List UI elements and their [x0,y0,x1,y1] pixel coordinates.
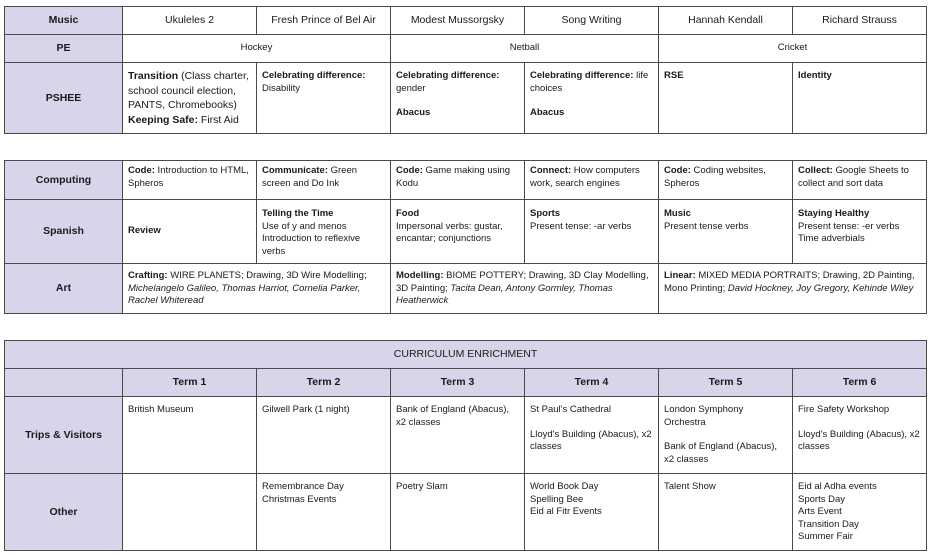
pshee-t3-text: gender [396,82,426,94]
music-term-3: Modest Mussorgsky [391,7,525,35]
pe-summer: Cricket [659,35,927,63]
pshee-t2-text: Disability [262,82,301,94]
trips-term-2 [257,397,391,474]
computing-t1-text: Introduction to HTML, Spheros [128,165,249,189]
pshee-t1-head: Transition [128,70,179,82]
music-term-6: Richard Strauss [793,7,927,35]
spanish-term-5 [659,200,793,264]
computing-t4-head: Connect: [530,165,572,176]
pe-row [5,35,927,63]
spanish-t6-text: Present tense: -er verbs Time adverbials [798,220,900,245]
term-header-1: Term 1 [123,369,257,397]
computing-t4-text: How computers work, search engines [530,165,640,189]
row-label-art: Art [5,264,123,314]
computing-term-4 [525,161,659,200]
row-label-computing: Computing [5,161,123,200]
row-label-music: Music [5,7,123,35]
trips-t5-a: London Symphony Orchestra [664,404,744,428]
other-term-1 [123,474,257,551]
computing-t3-head: Code: [396,165,423,176]
pshee-t4-extra: Abacus [530,107,565,119]
music-term-5: Hannah Kendall [659,7,793,35]
term-header-row [5,369,927,397]
term-header-5: Term 5 [659,369,793,397]
curriculum-table-middle [4,160,927,314]
pshee-term-2 [257,63,391,134]
enrichment-title-row [5,341,927,369]
spanish-t3-head: Food [396,208,420,219]
computing-term-3 [391,161,525,200]
spanish-t6-head: Staying Healthy [798,208,870,219]
pshee-row [5,63,927,134]
enrichment-title: CURRICULUM ENRICHMENT [5,341,927,369]
pshee-t1-text: (Class charter, school council election, PANTS, Chromebooks) [128,70,249,111]
pshee-t3-head: Celebrating difference: [396,70,500,81]
other-term-6: Eid al Adha events Sports Day Arts Event Transition Day Summer Fair [793,474,927,551]
art-autumn-text: WIRE PLANETS; Drawing, 3D Wire Modelling; [167,270,367,281]
pshee-term-3 [391,63,525,134]
spanish-term-4 [525,200,659,264]
art-autumn-artists: Michelangelo Galileo, Thomas Harriot, Cornelia Parker, Rachel Whiteread [128,282,361,307]
pshee-t2-head: Celebrating difference: [262,70,366,81]
term-header-6: Term 6 [793,369,927,397]
computing-term-6 [793,161,927,200]
pshee-t6-head: Identity [798,70,832,81]
trips-t4-b: Lloyd's Building (Abacus), x2 classes [530,428,652,453]
other-term-5: Talent Show [659,474,793,551]
art-summer-head: Linear: [664,270,696,281]
trips-t5-b: Bank of England (Abacus), x2 classes [664,441,778,465]
spanish-t4-text: Present tense: -ar verbs [530,220,632,232]
term-header-2: Term 2 [257,369,391,397]
pe-autumn: Hockey [123,35,391,63]
spanish-t2-text: Use of y and menos Introduction to reflexive verbs [262,220,361,257]
music-row [5,7,927,35]
computing-term-5 [659,161,793,200]
other-term-2: Remembrance Day Christmas Events [257,474,391,551]
trips-term-4 [525,397,659,474]
row-label-pshee: PSHEE [5,63,123,134]
trips-t4-a: St Paul's Cathedral [530,404,612,415]
art-spring-text: BIOME POTTERY; Drawing, 3D Clay Modelling, 3D Painting; [396,270,649,294]
art-autumn-head: Crafting: [128,270,168,281]
row-label-other: Other [5,474,123,551]
spanish-row [5,200,927,264]
spanish-t5-text: Present tense verbs [664,220,749,232]
trips-t2-a: Gilwell Park (1 night) [262,404,350,415]
trips-t6-a: Fire Safety Workshop [798,404,890,415]
pshee-term-1 [123,63,257,134]
computing-t2-head: Communicate: [262,165,328,176]
pe-spring: Netball [391,35,659,63]
spanish-term-2 [257,200,391,264]
row-label-spanish: Spanish [5,200,123,264]
spanish-term-3 [391,200,525,264]
art-spring-artists: Tacita Dean, Antony Gormley, Thomas Heatherwick [396,282,613,307]
art-autumn [123,264,391,314]
computing-t6-head: Collect: [798,165,833,176]
spanish-t2-head: Telling the Time [262,208,334,219]
pshee-t4-head: Celebrating difference: [530,70,634,81]
other-row [5,474,927,551]
trips-term-1 [123,397,257,474]
computing-t5-text: Coding websites, Spheros [664,165,766,189]
art-row [5,264,927,314]
trips-t6-b: Lloyd's Building (Abacus), x2 classes [798,428,920,453]
trips-term-5 [659,397,793,474]
trips-t1-a: British Museum [128,404,194,415]
spanish-term-6 [793,200,927,264]
pshee-term-5 [659,63,793,134]
computing-t6-text: Google Sheets to collect and sort data [798,165,909,189]
pshee-term-6 [793,63,927,134]
art-summer [659,264,927,314]
art-summer-artists: David Hockney, Joy Gregory, Kehinde Wiley [727,282,914,294]
spanish-term-1 [123,200,257,264]
trips-row [5,397,927,474]
music-term-1: Ukuleles 2 [123,7,257,35]
music-term-2: Fresh Prince of Bel Air [257,7,391,35]
art-spring-head: Modelling: [396,270,444,281]
art-summer-text: MIXED MEDIA PORTRAITS; Drawing, 2D Painting, Mono Printing; [664,270,915,294]
pshee-t1-head2: Keeping Safe: [128,113,199,126]
pshee-t5-head: RSE [664,70,684,81]
computing-t1-head: Code: [128,165,155,176]
art-spring [391,264,659,314]
row-label-pe: PE [5,35,123,63]
other-term-4: World Book Day Spelling Bee Eid al Fitr Events [525,474,659,551]
computing-t2-text: Green screen and Do Ink [262,165,358,189]
computing-t5-head: Code: [664,165,691,176]
trips-term-6 [793,397,927,474]
term-header-blank [5,369,123,397]
row-label-trips: Trips & Visitors [5,397,123,474]
spanish-t1: Review [128,225,161,237]
computing-term-2 [257,161,391,200]
computing-row [5,161,927,200]
trips-t3-a: Bank of England (Abacus), x2 classes [396,404,510,428]
term-header-4: Term 4 [525,369,659,397]
spanish-t4-head: Sports [530,208,561,219]
term-header-3: Term 3 [391,369,525,397]
pshee-t3-extra: Abacus [396,107,431,119]
curriculum-table-top [4,6,927,134]
other-term-3: Poetry Slam [391,474,525,551]
pshee-t1-text2: First Aid [198,113,239,126]
computing-t3-text: Game making using Kodu [396,165,511,189]
spanish-t3-text: Impersonal verbs: gustar, encantar; conjunctions [396,220,503,245]
pshee-t4-text: life choices [530,70,649,94]
enrichment-table [4,340,927,551]
music-term-4: Song Writing [525,7,659,35]
trips-term-3 [391,397,525,474]
pshee-term-4 [525,63,659,134]
computing-term-1 [123,161,257,200]
spanish-t5-head: Music [664,208,691,219]
